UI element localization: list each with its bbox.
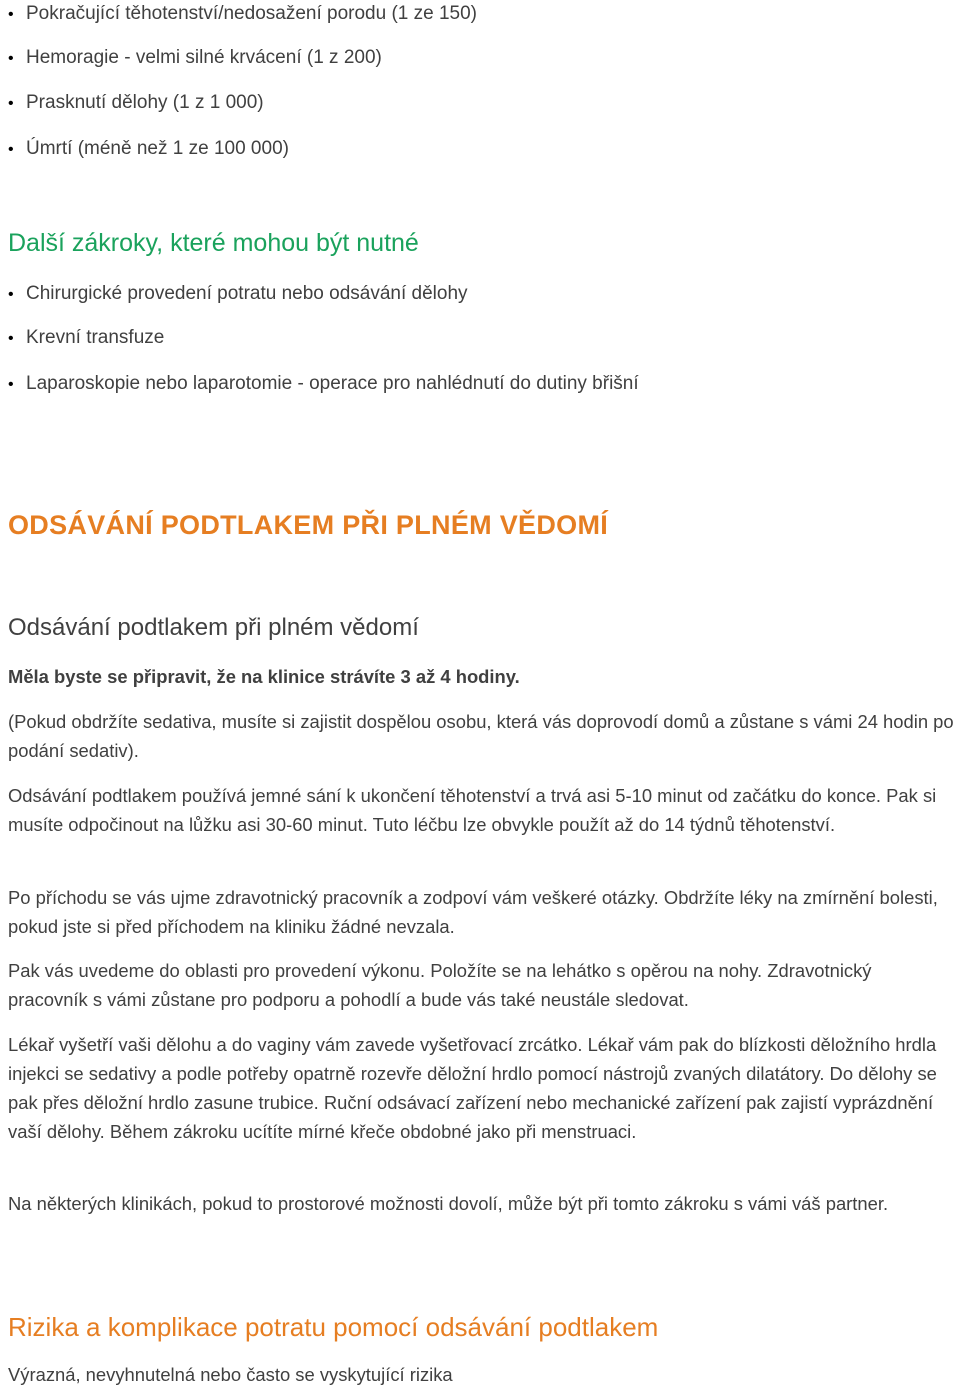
list-item: • Krevní transfuze <box>8 326 956 351</box>
bullet-icon: • <box>8 330 14 347</box>
bold-note: Měla byste se připravit, že na klinice strávíte 3 až 4 hodiny. <box>8 666 520 687</box>
paragraph: Lékař vyšetří vaši dělohu a do vaginy vám zavede vyšetřovací zrcátko. Lékař vám pak do blízkosti děložního hrdla injekci se sedativy a podle potřeby opatrně rozevře děložní hrdlo pomocí nástrojů zvaných dilatátory. Do dělohy se pak přes děložní hrdlo zasune trubice. Ruční odsávací zařízení nebo mechanické zařízení pak zajistí vyprázdnění vaší dělohy. Během zákroku ucítíte mírné křeče obdobné jako při menstruaci. <box>8 1034 937 1142</box>
bullet-icon: • <box>8 376 14 393</box>
subheading-vacuum: Odsávání podtlakem při plném vědomí <box>8 614 419 641</box>
section-heading-risks: Rizika a komplikace potratu pomocí odsávání podtlakem <box>8 1312 659 1342</box>
bullet-icon: • <box>8 141 14 158</box>
list-item: • Úmrtí (méně než 1 ze 100 000) <box>8 137 956 162</box>
list-item: • Prasknutí dělohy (1 z 1 000) <box>8 91 956 116</box>
section-heading-vacuum: ODSÁVÁNÍ PODTLAKEM PŘI PLNÉM VĚDOMÍ <box>8 510 609 540</box>
paragraph: Pak vás uvedeme do oblasti pro provedení výkonu. Položíte se na lehátko s opěrou na nohy. Zdravotnický pracovník s vámi zůstane pro podporu a pohodlí a bude vás také neustále sledovat. <box>8 960 872 1010</box>
list-item: • Pokračující těhotenství/nedosažení porodu (1 ze 150) <box>8 2 956 27</box>
bullet-icon: • <box>8 95 14 112</box>
paragraph: Na některých klinikách, pokud to prostorové možnosti dovolí, může být při tomto zákroku s vámi váš partner. <box>8 1193 889 1214</box>
list-item: • Hemoragie - velmi silné krvácení (1 z 200) <box>8 46 956 71</box>
section-heading-other-procedures: Další zákroky, které mohou být nutné <box>8 229 419 257</box>
paragraph: Odsávání podtlakem používá jemné sání k ukončení těhotenství a trvá asi 5-10 minut od začátku do konce. Pak si musíte odpočinout na lůžku asi 30-60 minut. Tuto léčbu lze obvykle použít až do 14 týdnů těhotenství. <box>8 785 937 835</box>
list-item: • Laparoskopie nebo laparotomie - operace pro nahlédnutí do dutiny břišní <box>8 372 956 397</box>
bullet-icon: • <box>8 6 14 23</box>
bullet-icon: • <box>8 286 14 303</box>
paragraph: (Pokud obdržíte sedativa, musíte si zajistit dospělou osobu, která vás doprovodí domů a zůstane s vámi 24 hodin po podání sedativ). <box>8 711 954 761</box>
bullet-icon: • <box>8 50 14 67</box>
list-item: • Chirurgické provedení potratu nebo odsávání dělohy <box>8 282 956 307</box>
paragraph: Po příchodu se vás ujme zdravotnický pracovník a zodpoví vám veškeré otázky. Obdržíte léky na zmírnění bolesti, pokud jste si před příchodem na kliniku žádné nevzala. <box>8 887 938 937</box>
risks-subline: Výrazná, nevyhnutelná nebo často se vyskytující rizika <box>8 1364 453 1385</box>
